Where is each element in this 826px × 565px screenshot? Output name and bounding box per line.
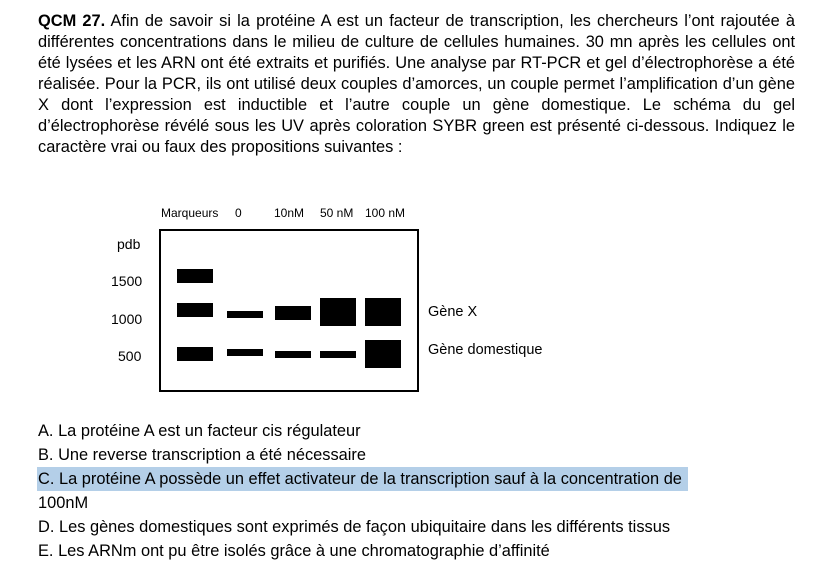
band-0-gene-x bbox=[227, 311, 263, 318]
band-10nm-housekeeping bbox=[275, 351, 311, 358]
answer-letter: C. bbox=[38, 470, 55, 488]
question-text bbox=[38, 11, 795, 158]
answer-c[interactable] bbox=[37, 467, 688, 491]
band-0-housekeeping bbox=[227, 349, 263, 356]
answer-c-continuation[interactable]: 100nM bbox=[38, 494, 89, 512]
answer-letter: B. bbox=[38, 446, 54, 464]
lane-label-100nm: 100 nM bbox=[365, 206, 406, 220]
answer-e[interactable] bbox=[38, 539, 550, 563]
question-number: QCM 27. bbox=[38, 12, 106, 30]
answer-letter: E. bbox=[38, 542, 54, 560]
lane-label-0: 0 bbox=[235, 206, 242, 220]
question-body: Afin de savoir si la protéine A est un facteur de transcription, les chercheurs l’ont rajoutée à différentes concentrations dans le milieu de culture de cellules humaines. 30 mn après les cellules ont été lysées et les ARN ont été extraits et purifiés. Une analyse par RT-PCR et gel d’électrophorèse a été réalisée. Pour la PCR, ils ont utilisé deux couples d’amorces, un couple permet l’amplification d’un gène X dont l’expression est inductible et l’autre couple un gène domestique. Le schéma du gel d’électrophorèse révélé sous les UV après coloration SYBR green est présenté ci-dessous. Indiquez le caractère vrai ou faux des propositions suivantes : bbox=[38, 12, 795, 156]
answer-letter: A. bbox=[38, 422, 54, 440]
size-marker-1500: 1500 bbox=[111, 273, 143, 289]
band-50nm-housekeeping bbox=[320, 351, 356, 358]
answer-text: Les gènes domestiques sont exprimés de façon ubiquitaire dans les différents tissus bbox=[58, 518, 671, 536]
answer-d[interactable] bbox=[38, 515, 670, 539]
lane-label-10nm: 10nM bbox=[274, 206, 305, 220]
band-marker-1000 bbox=[177, 303, 213, 317]
band-100nm-housekeeping bbox=[365, 340, 401, 368]
answer-text: La protéine A possède un effet activateur de la transcription sauf à la concentration de bbox=[58, 470, 682, 488]
band-marker-1500 bbox=[177, 269, 213, 283]
size-marker-1000: 1000 bbox=[111, 311, 143, 327]
lane-label-markers: Marqueurs bbox=[161, 206, 219, 220]
answer-text: Les ARNm ont pu être isolés grâce à une chromatographie d’affinité bbox=[58, 542, 550, 560]
answer-b[interactable] bbox=[38, 443, 366, 467]
electrophoresis-gel bbox=[159, 229, 419, 392]
band-100nm-gene-x bbox=[365, 298, 401, 326]
band-label-housekeeping: Gène domestique bbox=[428, 342, 543, 358]
size-unit-label: pdb bbox=[117, 236, 141, 252]
band-marker-500 bbox=[177, 347, 213, 361]
band-label-gene-x: Gène X bbox=[428, 304, 478, 320]
lane-label-50nm: 50 nM bbox=[320, 206, 354, 220]
answer-letter: D. bbox=[38, 518, 55, 536]
size-marker-500: 500 bbox=[118, 348, 142, 364]
answer-text: Une reverse transcription a été nécessaire bbox=[58, 446, 366, 464]
answer-a[interactable] bbox=[38, 419, 361, 443]
answer-text: La protéine A est un facteur cis régulateur bbox=[58, 422, 361, 440]
band-50nm-gene-x bbox=[320, 298, 356, 326]
band-10nm-gene-x bbox=[275, 306, 311, 320]
